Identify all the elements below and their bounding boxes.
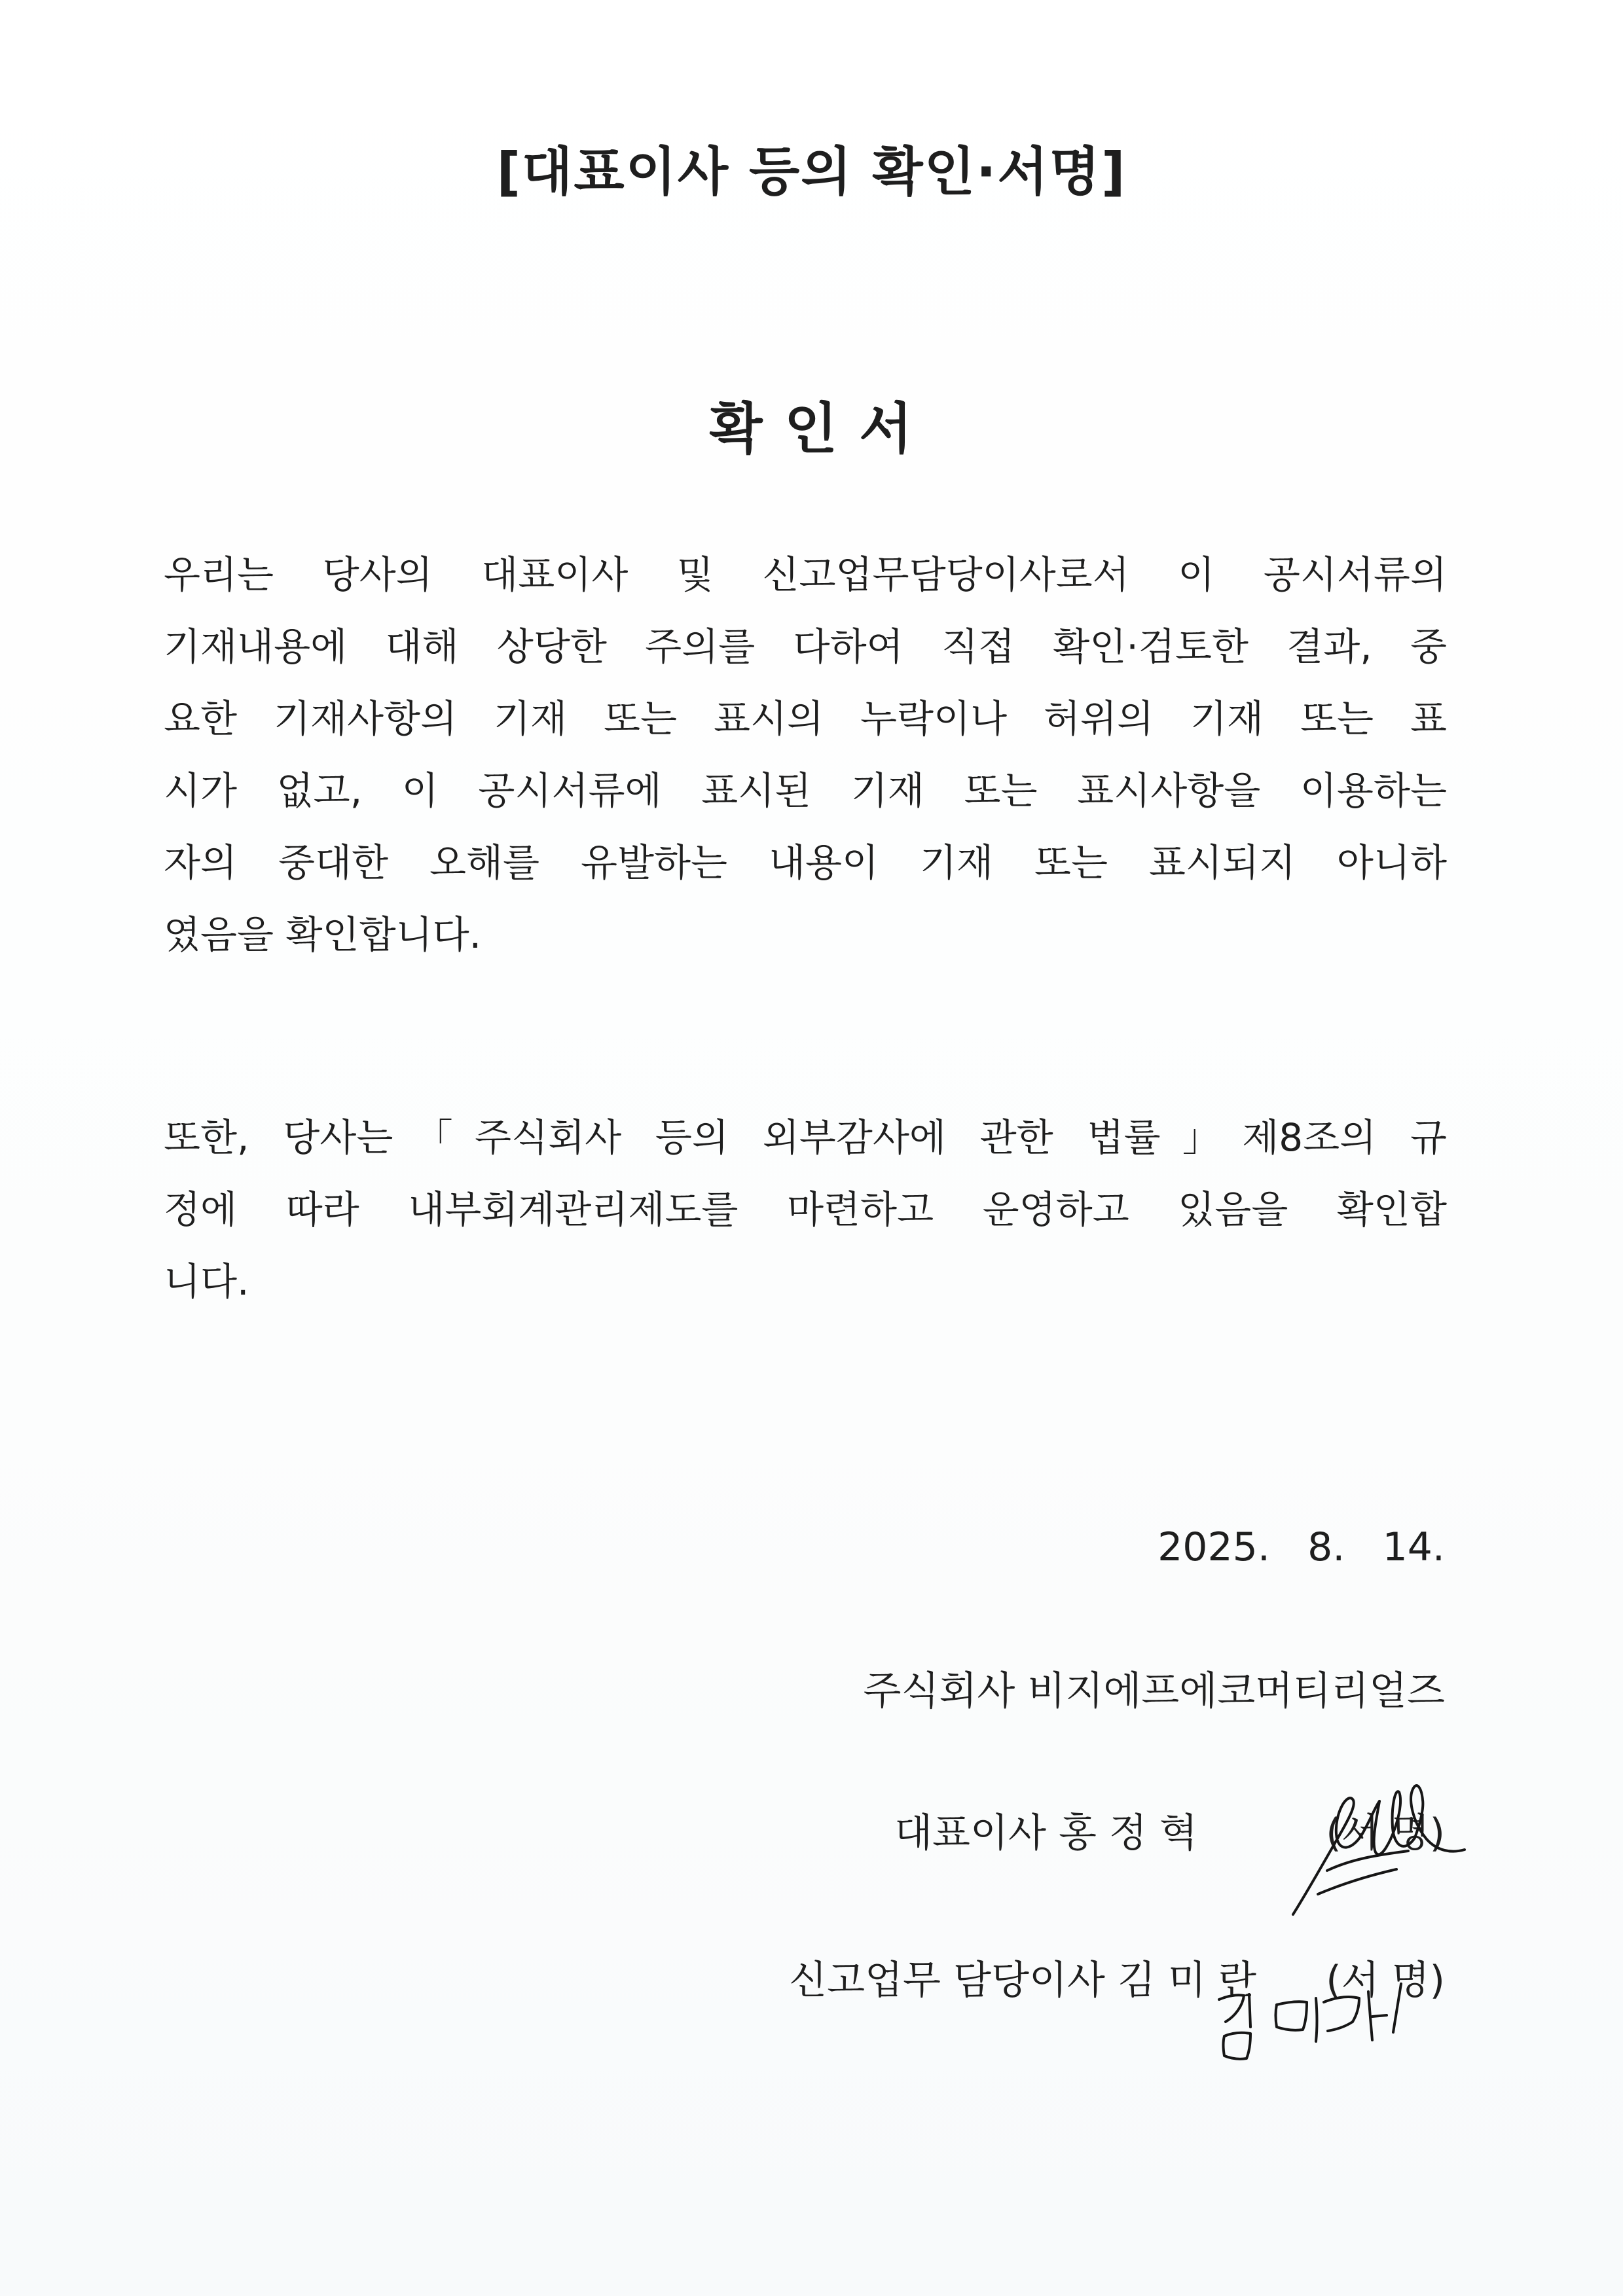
paragraph-line: 자의 중대한 오해를 유발하는 내용이 기재 또는 표시되지 아니하 [164,840,1447,885]
disclosure-officer-sign-label: (서 명) [1326,1958,1445,2003]
paragraph-line: 기재내용에 대해 상당한 주의를 다하여 직접 확인·검토한 결과, 중 [164,624,1447,669]
paragraph-line: 또한, 당사는「주식회사 등의 외부감사에 관한 법률」제8조의 규 [164,1115,1447,1160]
paragraph-line: 정에 따라 내부회계관리제도를 마련하고 운영하고 있음을 확인합 [164,1187,1447,1232]
document-date: 2025. 8. 14. [1158,1524,1445,1570]
paragraph-line: 였음을 확인합니다. [164,912,482,957]
section-header-title: [대표이사 등의 확인·서명] [496,141,1127,202]
confirmation-paragraph [164,539,1447,971]
paragraph-line: 우리는 당사의 대표이사 및 신고업무담당이사로서 이 공시서류의 [164,552,1447,597]
disclosure-officer-name: 신고업무 담당이사 김 미 란 [789,1958,1256,2003]
paragraph-line: 시가 없고, 이 공시서류에 표시된 기재 또는 표시사항을 이용하는 [164,768,1447,813]
representative-sign-label: (서 명) [1326,1810,1445,1856]
internal-control-paragraph [164,1102,1447,1318]
representative-name: 대표이사 홍 정 혁 [894,1810,1197,1856]
paragraph-line: 요한 기재사항의 기재 또는 표시의 누락이나 허위의 기재 또는 표 [164,696,1447,741]
document-title: 확 인 서 [709,397,914,461]
company-name: 주식회사 비지에프에코머티리얼즈 [863,1668,1445,1714]
paragraph-line: 니다. [164,1259,249,1304]
